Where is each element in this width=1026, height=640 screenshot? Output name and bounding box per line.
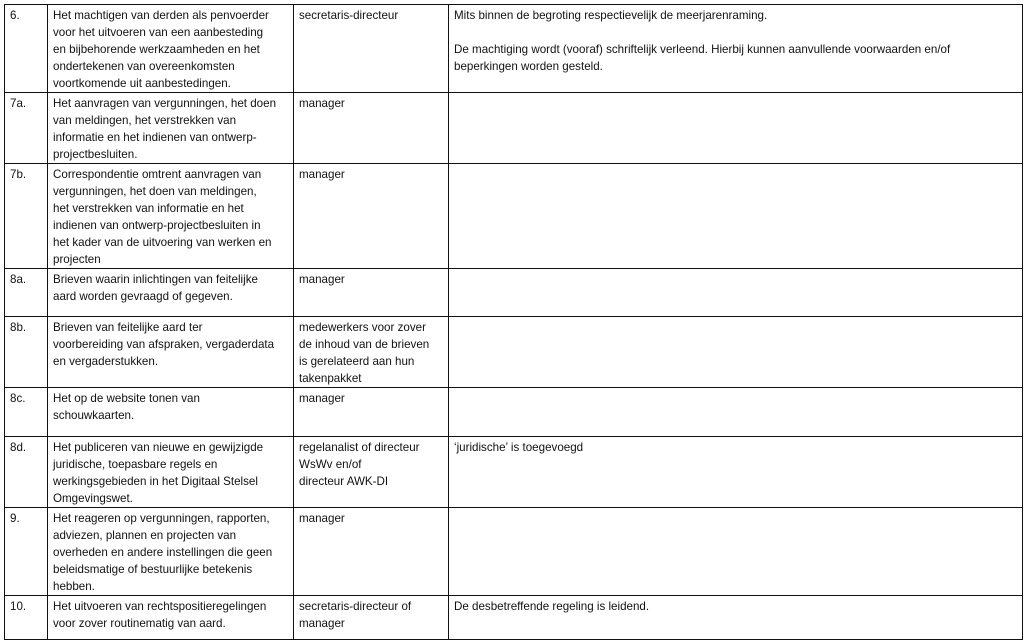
task-description: Het op de website tonen van schouwkaarten. — [48, 388, 294, 437]
task-description: Het aanvragen van vergunningen, het doen van meldingen, het verstrekken van informatie en het indienen van ontwerp- projectbesluiten. — [48, 93, 294, 164]
task-description: Correspondentie omtrent aanvragen van vergunningen, het doen van meldingen, het verstrekken van informatie en het indienen van ontwerp-projectbesluiten in het kader van de uitvoering van werken en projecten — [48, 164, 294, 269]
remarks — [449, 269, 1023, 317]
mandate-holder: regelanalist of directeur WsWv en/of directeur AWK-DI — [294, 437, 449, 508]
row-number: 10. — [5, 596, 48, 640]
mandate-holder: manager — [294, 508, 449, 596]
remarks: ‘juridische’ is toegevoegd — [449, 437, 1023, 508]
table-row — [5, 93, 1023, 164]
row-number: 8d. — [5, 437, 48, 508]
remarks — [449, 93, 1023, 164]
row-number: 7a. — [5, 93, 48, 164]
row-number: 9. — [5, 508, 48, 596]
remarks — [449, 388, 1023, 437]
task-description: Brieven waarin inlichtingen van feitelijke aard worden gevraagd of gegeven. — [48, 269, 294, 317]
mandate-holder: manager — [294, 93, 449, 164]
remarks: Mits binnen de begroting respectievelijk de meerjarenraming. De machtiging wordt (vooraf) schriftelijk verleend. Hierbij kunnen aanvullende voorwaarden en/of beperkingen worden gesteld. — [449, 5, 1023, 93]
row-number: 8b. — [5, 317, 48, 388]
mandate-holder: manager — [294, 388, 449, 437]
row-number: 7b. — [5, 164, 48, 269]
task-description: Het publiceren van nieuwe en gewijzigde juridische, toepasbare regels en werkingsgebieden in het Digitaal Stelsel Omgevingswet. — [48, 437, 294, 508]
remarks — [449, 317, 1023, 388]
row-number: 8c. — [5, 388, 48, 437]
mandate-holder: manager — [294, 269, 449, 317]
table-body — [5, 5, 1023, 640]
table-row — [5, 317, 1023, 388]
remarks — [449, 164, 1023, 269]
table-row — [5, 508, 1023, 596]
row-number: 6. — [5, 5, 48, 93]
table-row — [5, 164, 1023, 269]
task-description: Het reageren op vergunningen, rapporten, adviezen, plannen en projecten van overheden en andere instellingen die geen beleidsmatige of bestuurlijke betekenis hebben. — [48, 508, 294, 596]
row-number: 8a. — [5, 269, 48, 317]
mandate-holder: secretaris-directeur of manager — [294, 596, 449, 640]
table-row — [5, 269, 1023, 317]
remarks — [449, 508, 1023, 596]
mandate-table — [4, 4, 1023, 640]
task-description: Het uitvoeren van rechtspositieregelingen voor zover routinematig van aard. — [48, 596, 294, 640]
mandate-holder: manager — [294, 164, 449, 269]
table-row — [5, 5, 1023, 93]
table-row — [5, 388, 1023, 437]
remarks: De desbetreffende regeling is leidend. — [449, 596, 1023, 640]
task-description: Brieven van feitelijke aard ter voorbereiding van afspraken, vergaderdata en vergaderstukken. — [48, 317, 294, 388]
mandate-holder: medewerkers voor zover de inhoud van de brieven is gerelateerd aan hun takenpakket — [294, 317, 449, 388]
table-row — [5, 437, 1023, 508]
table-row — [5, 596, 1023, 640]
mandate-holder: secretaris-directeur — [294, 5, 449, 93]
task-description: Het machtigen van derden als penvoerder voor het uitvoeren van een aanbesteding en bijbehorende werkzaamheden en het ondertekenen van overeenkomsten voortkomende uit aanbestedingen. — [48, 5, 294, 93]
